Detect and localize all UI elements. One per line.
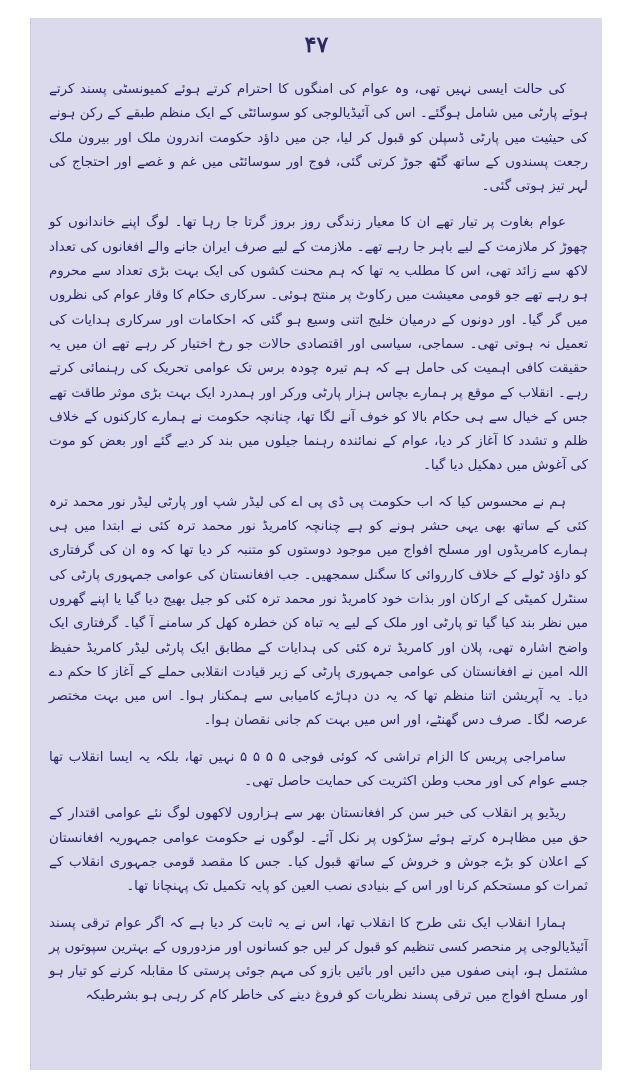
paragraph: ہمارا انقلاب ایک نئی طرح کا انقلاب تھا، اس نے یہ ثابت کر دیا ہے کہ اگر عوام ترقی پسند آئیڈیالوجی پر منحصر کسی تنظیم کو قبول کر لیں جو کسانوں اور مزدوروں کے بہترین سپوتوں پر مشتمل ہو، اپنی صفوں میں دائیں اور بائیں بازو کی مہم جوئی پرستی کا مقابلہ کرنے کو تیار ہو اور مسلح افواج میں ترقی پسند نظریات کو فروغ دینے کی خاطر کام کر رہی ہو بشرطیکہ <box>49 915 588 1004</box>
paragraph: عوام بغاوت پر تیار تھے ان کا معیار زندگی روز بروز گرتا جا رہا تھا۔ لوگ اپنے خاندانوں کو چھوڑ کر ملازمت کے لیے باہر جا رہے تھے۔ ملازمت کے لیے صرف ایران جانے والے افغانوں کی تعداد لاکھ سے زائد تھی، اس کا مطلب یہ تھا کہ ہم محنت کشوں کی ایک بہت بڑی تعداد سے محروم ہو رہے تھے جو قومی معیشت میں رکاوٹ پر منتج ہوئی۔ سرکاری حکام کا وقار عوام کی نظروں میں گر گیا۔ اور دونوں کے درمیان خلیج اتنی وسیع ہو گئی کہ احکامات اور سرکاری ہدایات کی تعمیل نہ ہوتی تھی۔ سماجی، سیاسی اور اقتصادی حالات جو رخ اختیار کر رہے تھے ان میں یہ حقیقت کافی اہمیت کی حامل ہے کہ ہم تیرہ چودہ برس تک عوامی تحریک کی رہنمائی کرتے رہے۔ انقلاب کے موقع پر ہمارے بچاس ہزار پارٹی ورکر اور ہمدرد ایک بہت بڑی موثر طاقت تھے جس کے خیال سے ہی حکام بالا کو خوف آنے لگا تھا، چنانچہ حکومت نے ہمارے کارکنوں کے خلاف ظلم و تشدد کا آغاز کر دیا، عوام کے نمائندہ رہنما جیلوں میں بند کر دیے گئے اور بعض کو موت کی آغوش میں دھکیل دیا گیا۔ <box>49 215 588 474</box>
page-number: ۴۷ <box>304 32 329 58</box>
paragraph: سامراجی پریس کا الزام تراشی کہ کوئی فوجی ۵ ۵ ۵ ۵ نہیں تھا، بلکہ یہ ایسا انقلاب تھا جسے عوام کی اور محب وطن اکثریت کی حمایت حاصل تھی۔ <box>49 749 588 790</box>
paragraph: کی حالت ایسی نہیں تھی، وہ عوام کی امنگوں کا احترام کرتے ہوئے کمیونسٹی پسند کرتے ہوئے پارٹی میں شامل ہوگئے۔ اس کی آئیڈیالوجی کو سوسائٹی کے ایک منظم طبقے کے رکن ہونے کی حیثیت میں پارٹی ڈسپلن کو قبول کر لیا، جن میں داؤد حکومت اندرون ملک اور بیرون ملک رجعت پسندوں کے ساتھ گٹھ جوڑ کرتی گئی، فوج اور سوسائٹی میں غم و غصے اور احتجاج کی لہر تیز ہوتی گئی۔ <box>49 82 588 195</box>
book-page <box>30 18 602 1070</box>
page-body <box>49 78 588 1021</box>
paragraph: ریڈیو پر انقلاب کی خبر سن کر افغانستان بھر سے ہزاروں لاکھوں لوگ نئے عوامی اقتدار کے حق میں مظاہرہ کرتے ہوئے سڑکوں پر نکل آئے۔ لوگوں نے حکومت عوامی جمہوریہ افغانستان کے اعلان کو بڑے جوش و خروش کے ساتھ قبول کیا۔ جس کا مقصد قومی جمہوری انقلاب کے ثمرات کو مستحکم کرنا اور اس کے بنیادی نصب العین کو پایہ تکمیل تک پہنچانا تھا۔ <box>49 806 588 895</box>
paragraph: ہم نے محسوس کیا کہ اب حکومت پی ڈی پی اے کی لیڈر شپ اور پارٹی لیڈر نور محمد ترہ کئی کے ساتھ بھی یہی حشر ہونے کو ہے چنانچہ کامریڈ نور محمد ترہ کئی نے ابتدا میں ہی ہمارے کامریڈوں اور مسلح افواج میں موجود دوستوں کو متنبہ کر دیا تھا کہ وہ ان کی گرفتاری کو داؤد ٹولے کے خلاف کارروائی کا سگنل سمجھیں۔ جب افغانستان کی عوامی جمہوری پارٹی کی سنٹرل کمیٹی کے ارکان اور بذات خود کامریڈ نور محمد ترہ کئی کو جیل بھیج دیا گیا یا اپنے گھروں میں نظر بند کیا گیا تو پارٹی اور ملک کے لیے یہ تباہ کن خطرہ کھل کر سامنے آ گیا۔ گرفتاری ایک واضح اشارہ تھی، پلان اور کامریڈ ترہ کئی کی ہدایات کے مطابق ایک پارٹی لیڈر کامریڈ حفیظ اللہ امین نے افغانستان کی عوامی جمہوری پارٹی کے زیر قیادت انقلابی حملے کے آغاز کا حکم دے دیا۔ یہ آپریشن اتنا منظم تھا کہ یہ دن دہاڑے کامیابی سے ہمکنار ہوا۔ اس میں بہت مختصر عرصہ لگا۔ صرف دس گھنٹے، اور اس میں بہت کم جانی نقصان ہوا۔ <box>49 494 588 729</box>
